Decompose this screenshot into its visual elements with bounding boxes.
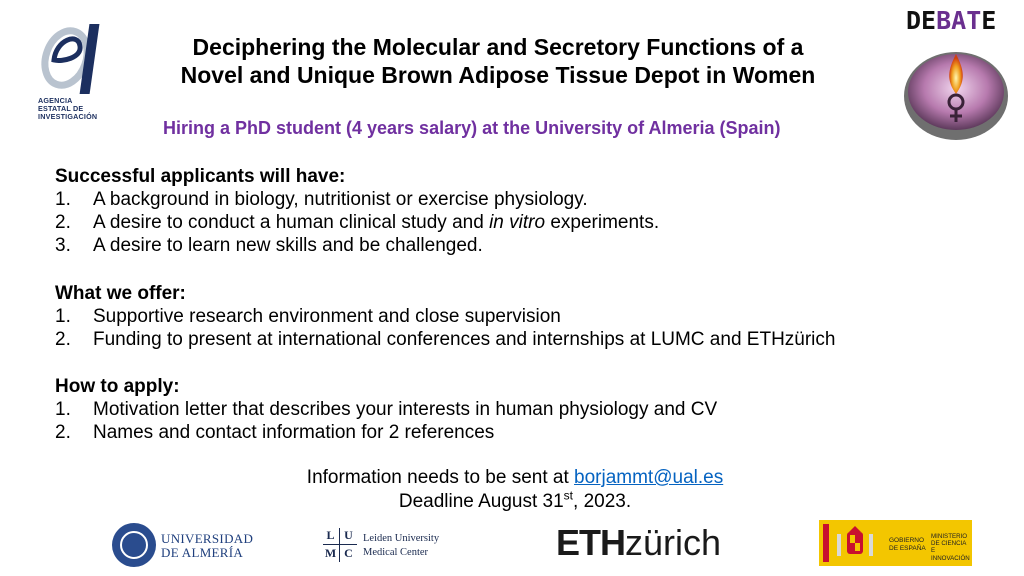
requirements-section <box>55 166 995 257</box>
email-line: Information needs to be sent at borjammt@ual.es <box>306 467 724 488</box>
subtitle: Hiring a PhD student (4 years salary) at the University of Almeria (Spain) <box>163 118 781 138</box>
debate-logo <box>900 6 1012 146</box>
debate-wordmark: DEBATE <box>906 6 997 35</box>
petri-dish-flame-icon <box>900 40 1012 144</box>
list-item: 1. A background in biology, nutritionist or exercise physiology. <box>55 189 588 210</box>
gobierno-espana-logo: GOBIERNO DE ESPAÑA MINISTERIO DE CIENCIA E INNOVACIÓN <box>819 520 972 566</box>
offer-section <box>55 283 995 351</box>
title-line-1: Deciphering the Molecular and Secretory Functions of a <box>192 34 804 60</box>
list-item: 2. Names and contact information for 2 references <box>55 422 495 443</box>
page-title <box>120 33 876 89</box>
aei-logo <box>36 20 116 126</box>
universidad-almeria-logo: UNIVERSIDAD DE ALMERÍA <box>112 523 252 569</box>
ual-seal-icon <box>112 523 156 567</box>
aei-emblem-icon <box>36 20 116 100</box>
contact-info <box>200 466 830 514</box>
list-item: 1. Supportive research environment and close supervision <box>55 306 561 327</box>
eth-zurich-logo: ETHzürich <box>556 522 722 563</box>
section-title: Successful applicants will have: <box>55 166 346 187</box>
apply-section <box>55 376 995 444</box>
list-item: 1. Motivation letter that describes your interests in human physiology and CV <box>55 399 718 420</box>
deadline-line: Deadline August 31st, 2023. <box>398 488 632 512</box>
lumc-logo: L U M C Leiden University Medical Center <box>324 528 440 560</box>
title-line-2: Novel and Unique Brown Adipose Tissue Depot in Women <box>180 62 816 88</box>
list-item: 2. A desire to conduct a human clinical study and in vitro experiments. <box>55 212 660 233</box>
email-link[interactable]: borjammt@ual.es <box>574 467 724 488</box>
list-item: 2. Funding to present at international conferences and internships at LUMC and ETHzürich <box>55 329 836 350</box>
aei-caption: AGENCIA ESTATAL DE INVESTIGACIÓN <box>38 96 98 122</box>
section-title: What we offer: <box>55 283 186 304</box>
list-item: 3. A desire to learn new skills and be challenged. <box>55 235 483 256</box>
section-title: How to apply: <box>55 376 180 397</box>
coat-of-arms-icon <box>823 524 883 562</box>
lumc-grid-icon: L U M C <box>323 528 357 562</box>
